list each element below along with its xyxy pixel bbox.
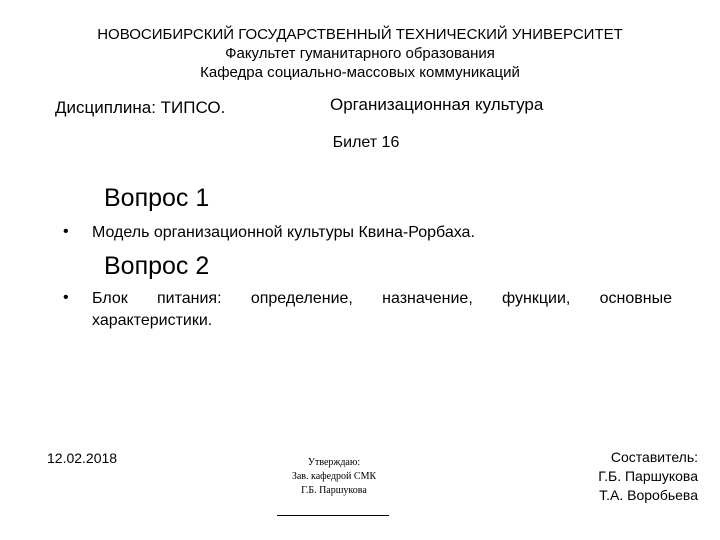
question-heading: Вопрос 1 xyxy=(104,184,210,212)
discipline-label: Дисциплина: ТИПСО. xyxy=(55,98,226,117)
ticket-number: Билет 16 xyxy=(332,134,400,151)
bullet-icon: • xyxy=(63,223,69,240)
approval-line: Г.Б. Паршукова xyxy=(301,485,367,496)
document-date: 12.02.2018 xyxy=(47,450,118,466)
question-text: Модель организационной культуры Квина-Рорбаха. xyxy=(92,224,475,241)
compiler-line: Составитель: xyxy=(610,449,698,465)
compiler-line: Т.А. Воробьева xyxy=(599,487,698,503)
department-name: Кафедра социально-массовых коммуникаций xyxy=(200,64,520,81)
university-name: НОВОСИБИРСКИЙ ГОСУДАРСТВЕННЫЙ ТЕХНИЧЕСКИЙ УНИВЕРСИТЕТ xyxy=(97,26,623,43)
question-text: Блок питания: определение, назначение, функции, основные характеристики. xyxy=(92,290,672,329)
discipline-name: Организационная культура xyxy=(330,95,544,114)
faculty-name: Факультет гуманитарного образования xyxy=(225,45,495,62)
question-heading: Вопрос 2 xyxy=(104,252,210,280)
signature-line xyxy=(277,515,389,516)
bullet-icon: • xyxy=(63,289,69,306)
compiler-line: Г.Б. Паршукова xyxy=(598,468,698,484)
approval-line: Утверждаю: xyxy=(307,457,361,468)
approval-line: Зав. кафедрой СМК xyxy=(291,471,377,482)
